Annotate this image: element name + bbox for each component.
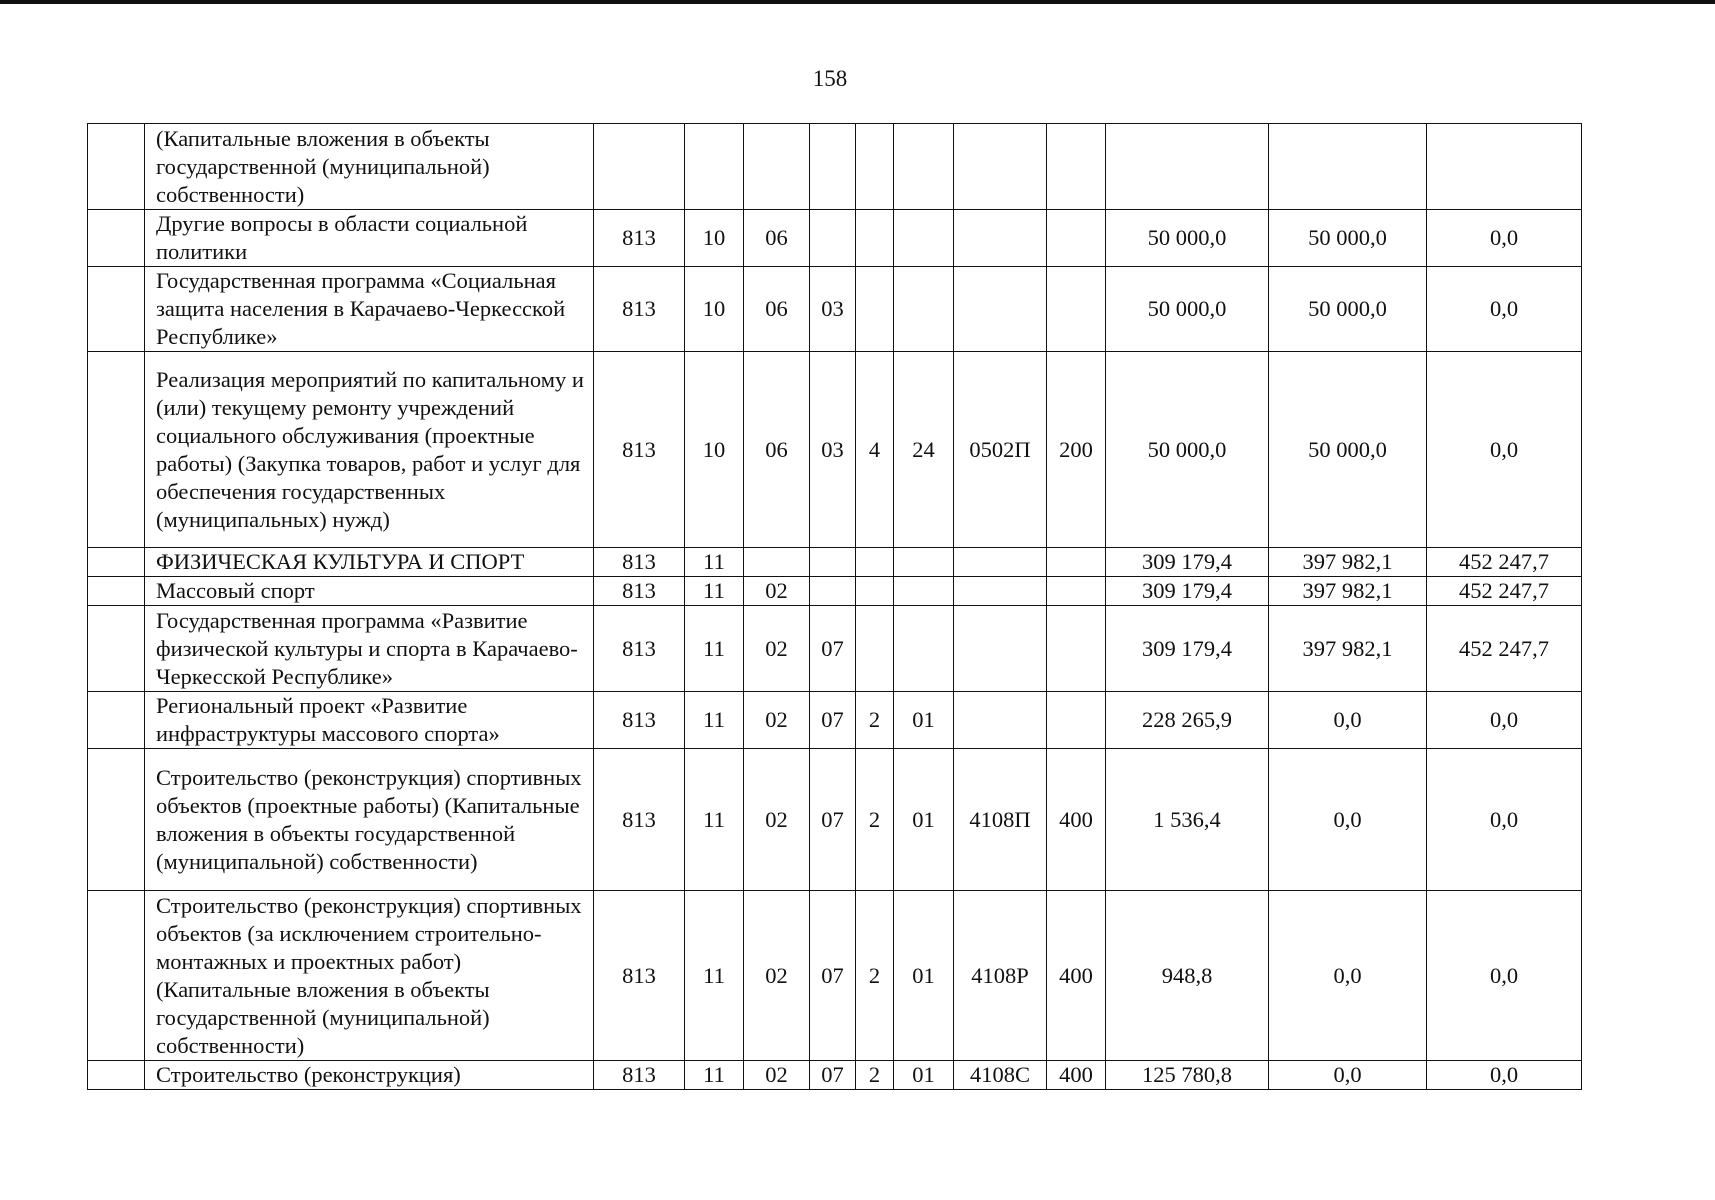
cell-expense [1047,606,1106,692]
cell-y2: 397 982,1 [1269,548,1427,577]
cell-type: 2 [856,692,894,749]
cell-subsection: 02 [744,1061,810,1090]
cell-type: 2 [856,891,894,1061]
cell-expense: 400 [1047,749,1106,891]
cell-direction [954,210,1047,267]
cell-section: 11 [685,1061,744,1090]
cell-y1: 1 536,4 [1106,749,1269,891]
cell-event [894,606,954,692]
table-row [88,692,1582,749]
cell-type [856,267,894,352]
cell-y2: 50 000,0 [1269,267,1427,352]
cell-y2: 397 982,1 [1269,577,1427,606]
cell-program: 07 [810,749,856,891]
budget-table [87,123,1582,1090]
cell-subsection: 06 [744,267,810,352]
cell-name: (Капитальные вложения в объекты государственной (муниципальной) собственности) [145,124,594,210]
row-number-cell [88,124,145,210]
cell-y2: 50 000,0 [1269,352,1427,548]
cell-y1: 948,8 [1106,891,1269,1061]
cell-expense [1047,124,1106,210]
cell-y1: 228 265,9 [1106,692,1269,749]
cell-y1: 125 780,8 [1106,1061,1269,1090]
cell-direction [954,124,1047,210]
table-row [88,577,1582,606]
cell-event [894,210,954,267]
cell-code [594,124,685,210]
cell-y1 [1106,124,1269,210]
cell-event [894,577,954,606]
cell-y1: 50 000,0 [1106,210,1269,267]
cell-y3: 0,0 [1427,749,1582,891]
cell-y2: 397 982,1 [1269,606,1427,692]
cell-direction: 4108П [954,749,1047,891]
cell-direction: 4108Р [954,891,1047,1061]
table-row [88,606,1582,692]
cell-event: 01 [894,692,954,749]
cell-program: 03 [810,267,856,352]
cell-subsection: 02 [744,692,810,749]
cell-y1: 309 179,4 [1106,577,1269,606]
cell-name: ФИЗИЧЕСКАЯ КУЛЬТУРА И СПОРТ [145,548,594,577]
cell-type [856,606,894,692]
cell-section: 11 [685,891,744,1061]
cell-subsection: 02 [744,577,810,606]
cell-type: 2 [856,749,894,891]
cell-name: Строительство (реконструкция) спортивных объектов (за исключением строительно-монтажных и проектных работ) (Капитальные вложения в объекты государственной (муниципальной) собственности) [145,891,594,1061]
cell-y2: 0,0 [1269,692,1427,749]
cell-event: 24 [894,352,954,548]
row-number-cell [88,352,145,548]
cell-event [894,267,954,352]
cell-y3 [1427,124,1582,210]
row-number-cell [88,692,145,749]
cell-event: 01 [894,749,954,891]
cell-section: 11 [685,548,744,577]
cell-section: 11 [685,606,744,692]
row-number-cell [88,548,145,577]
cell-y2: 50 000,0 [1269,210,1427,267]
cell-y3: 0,0 [1427,692,1582,749]
cell-section: 10 [685,352,744,548]
cell-name: Строительство (реконструкция) спортивных объектов (проектные работы) (Капитальные вложения в объекты государственной (муниципальной) собственности) [145,749,594,891]
cell-expense [1047,548,1106,577]
cell-event [894,124,954,210]
cell-direction [954,606,1047,692]
cell-name: Государственная программа «Социальная защита населения в Карачаево-Черкесской Республике» [145,267,594,352]
cell-name: Массовый спорт [145,577,594,606]
table-row [88,891,1582,1061]
cell-section: 11 [685,577,744,606]
table-row [88,749,1582,891]
cell-y3: 452 247,7 [1427,548,1582,577]
cell-section: 11 [685,749,744,891]
cell-section: 11 [685,692,744,749]
cell-code: 813 [594,606,685,692]
cell-y3: 0,0 [1427,210,1582,267]
cell-program [810,210,856,267]
cell-subsection: 02 [744,606,810,692]
cell-code: 813 [594,1061,685,1090]
row-number-cell [88,267,145,352]
cell-y3: 452 247,7 [1427,606,1582,692]
cell-expense: 400 [1047,1061,1106,1090]
cell-program: 07 [810,891,856,1061]
cell-subsection: 06 [744,210,810,267]
cell-name: Региональный проект «Развитие инфраструктуры массового спорта» [145,692,594,749]
cell-name: Строительство (реконструкция) [145,1061,594,1090]
cell-type [856,548,894,577]
cell-program: 07 [810,1061,856,1090]
cell-y1: 50 000,0 [1106,352,1269,548]
cell-y1: 50 000,0 [1106,267,1269,352]
cell-program: 07 [810,692,856,749]
cell-code: 813 [594,267,685,352]
cell-y3: 0,0 [1427,267,1582,352]
cell-y3: 0,0 [1427,352,1582,548]
cell-type: 4 [856,352,894,548]
cell-subsection: 02 [744,749,810,891]
cell-code: 813 [594,352,685,548]
cell-expense [1047,210,1106,267]
cell-section: 10 [685,267,744,352]
cell-type [856,210,894,267]
cell-event [894,548,954,577]
cell-subsection [744,124,810,210]
cell-code: 813 [594,692,685,749]
cell-expense: 200 [1047,352,1106,548]
cell-program [810,577,856,606]
cell-expense [1047,267,1106,352]
page-number: 158 [812,66,848,91]
cell-y2 [1269,124,1427,210]
table-row [88,210,1582,267]
cell-direction [954,548,1047,577]
cell-event: 01 [894,1061,954,1090]
cell-code: 813 [594,577,685,606]
row-number-cell [88,1061,145,1090]
scan-top-edge [0,0,1715,4]
cell-y2: 0,0 [1269,1061,1427,1090]
cell-program: 03 [810,352,856,548]
cell-expense [1047,692,1106,749]
cell-code: 813 [594,749,685,891]
cell-program: 07 [810,606,856,692]
cell-section: 10 [685,210,744,267]
table-row [88,267,1582,352]
cell-direction: 0502П [954,352,1047,548]
cell-type: 2 [856,1061,894,1090]
cell-y1: 309 179,4 [1106,606,1269,692]
cell-direction [954,577,1047,606]
cell-y2: 0,0 [1269,891,1427,1061]
cell-direction [954,267,1047,352]
cell-type [856,124,894,210]
cell-event: 01 [894,891,954,1061]
table-row [88,352,1582,548]
cell-expense [1047,577,1106,606]
cell-name: Другие вопросы в области социальной политики [145,210,594,267]
row-number-cell [88,749,145,891]
cell-subsection [744,548,810,577]
row-number-cell [88,210,145,267]
cell-code: 813 [594,891,685,1061]
cell-y3: 452 247,7 [1427,577,1582,606]
cell-expense: 400 [1047,891,1106,1061]
cell-y3: 0,0 [1427,1061,1582,1090]
cell-y1: 309 179,4 [1106,548,1269,577]
cell-y3: 0,0 [1427,891,1582,1061]
cell-y2: 0,0 [1269,749,1427,891]
cell-name: Реализация мероприятий по капитальному и (или) текущему ремонту учреждений социального обслуживания (проектные работы) (Закупка товаров, работ и услуг для обеспечения государственных (муниципальных) нужд) [145,352,594,548]
cell-section [685,124,744,210]
cell-subsection: 06 [744,352,810,548]
cell-code: 813 [594,210,685,267]
cell-code: 813 [594,548,685,577]
cell-direction: 4108С [954,1061,1047,1090]
cell-subsection: 02 [744,891,810,1061]
row-number-cell [88,606,145,692]
table-row [88,124,1582,210]
table-row [88,548,1582,577]
cell-direction [954,692,1047,749]
row-number-cell [88,891,145,1061]
cell-program [810,548,856,577]
table-row [88,1061,1582,1090]
cell-program [810,124,856,210]
cell-name: Государственная программа «Развитие физической культуры и спорта в Карачаево-Черкесской Республике» [145,606,594,692]
cell-type [856,577,894,606]
row-number-cell [88,577,145,606]
